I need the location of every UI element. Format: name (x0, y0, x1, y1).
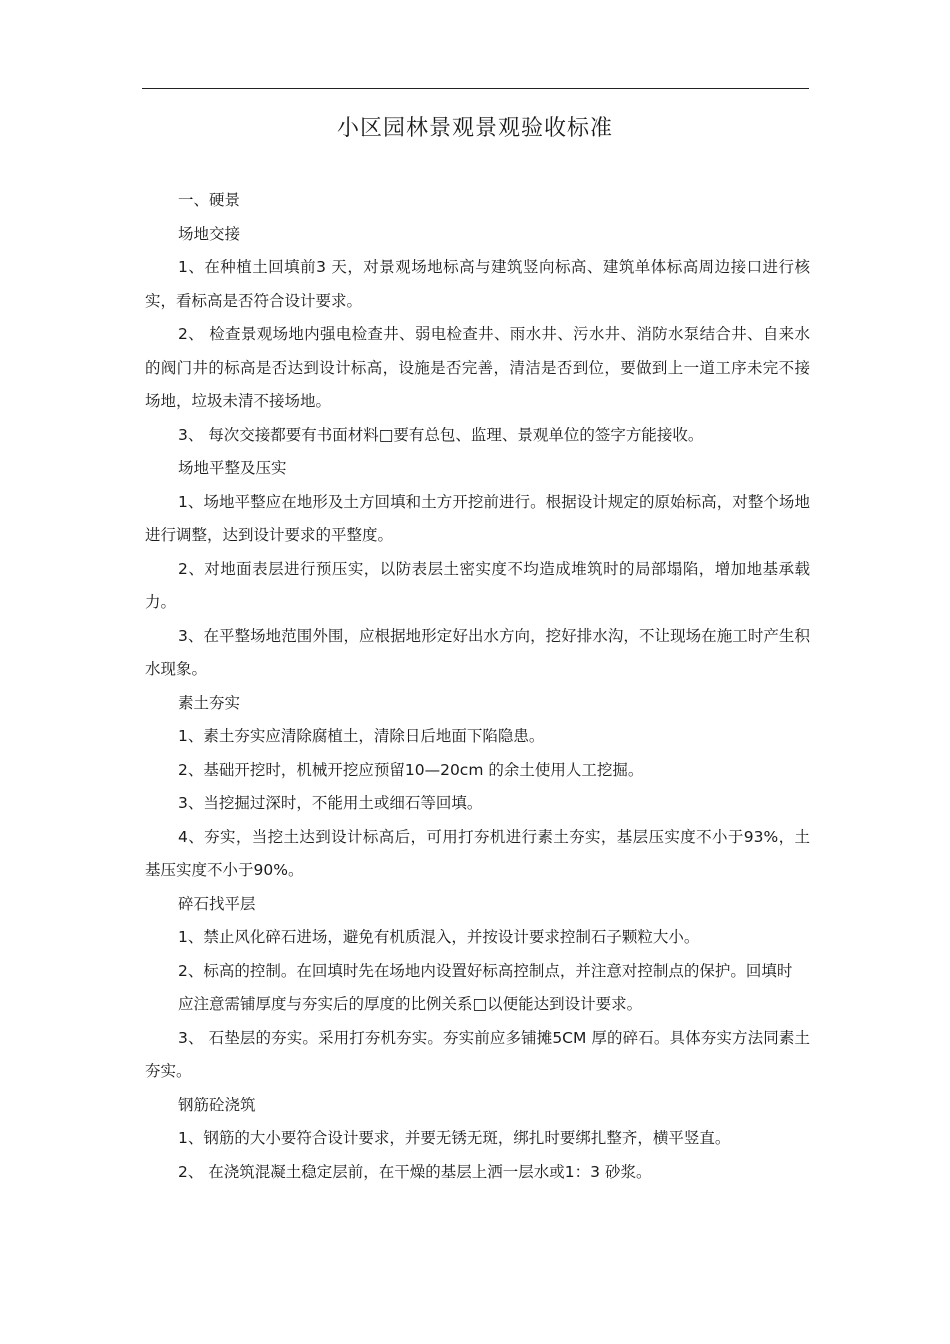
body-paragraph: 2、 在浇筑混凝土稳定层前，在干燥的基层上洒一层水或1：3 砂浆。 (178, 1162, 652, 1181)
body-paragraph: 3、 石垫层的夯实。采用打夯机夯实。夯实前应多铺摊5CM 厚的碎石。具体夯实方法同素土夯实。 (145, 1028, 810, 1080)
document-title: 小区园林景观景观验收标准 (336, 116, 613, 141)
section-heading: 素土夯实 (178, 693, 241, 712)
body-paragraph: 2、基础开挖时，机械开挖应预留10—20cm 的余土使用人工挖掘。 (178, 760, 644, 779)
body-paragraph: 1、禁止风化碎石进场，避免有机质混入，并按设计要求控制石子颗粒大小。 (178, 928, 700, 946)
section-heading: 碎石找平层 (178, 894, 256, 913)
body-paragraph: 2、对地面表层进行预压实，以防表层土密实度不均造成堆筑时的局部塌陷，增加地基承载力。 (145, 559, 810, 611)
section-heading: 场地交接 (178, 224, 241, 243)
body-paragraph: 1、场地平整应在地形及土方回填和土方开挖前进行。根据设计规定的原始标高，对整个场地进行调整，达到设计要求的平整度。 (145, 492, 810, 544)
section-heading: 场地平整及压实 (178, 459, 287, 477)
body-paragraph: 2、标高的控制。在回填时先在场地内设置好标高控制点，并注意对控制点的保护。回填时 (178, 961, 793, 980)
body-paragraph: 4、夯实，当挖土达到设计标高后，可用打夯机进行素土夯实，基层压实度不小于93%，土基压实度不小于90%。 (145, 827, 810, 879)
body-paragraph: 1、在种植土回填前3 天，对景观场地标高与建筑竖向标高、建筑单体标高周边接口进行核实，看标高是否符合设计要求。 (145, 258, 810, 310)
section-heading: 钢筋砼浇筑 (178, 1095, 256, 1114)
section-heading: 应注意需铺厚度与夯实后的厚度的比例关系□以便能达到设计要求。 (178, 995, 643, 1013)
body-paragraph: 3、在平整场地范围外围，应根据地形定好出水方向，挖好排水沟，不让现场在施工时产生积水现象。 (145, 626, 810, 678)
body-paragraph: 2、 检查景观场地内强电检查井、弱电检查井、雨水井、污水井、消防水泵结合井、自来水的阀门井的标高是否达到设计标高，设施是否完善，清洁是否到位，要做到上一道工序未完不接场地，垃圾未清不接场地。 (145, 325, 810, 410)
body-paragraph: 1、素土夯实应清除腐植土，清除日后地面下陷隐患。 (178, 727, 545, 745)
body-paragraph: 3、当挖掘过深时，不能用土或细石等回填。 (178, 794, 483, 812)
header-rule (142, 88, 809, 89)
body-paragraph: 3、 每次交接都要有书面材料□要有总包、监理、景观单位的签字方能接收。 (178, 425, 704, 444)
document-body (145, 184, 810, 1189)
body-paragraph: 1、钢筋的大小要符合设计要求，并要无锈无斑，绑扎时要绑扎整齐，横平竖直。 (178, 1129, 731, 1147)
section-heading: 一、硬景 (178, 191, 241, 209)
